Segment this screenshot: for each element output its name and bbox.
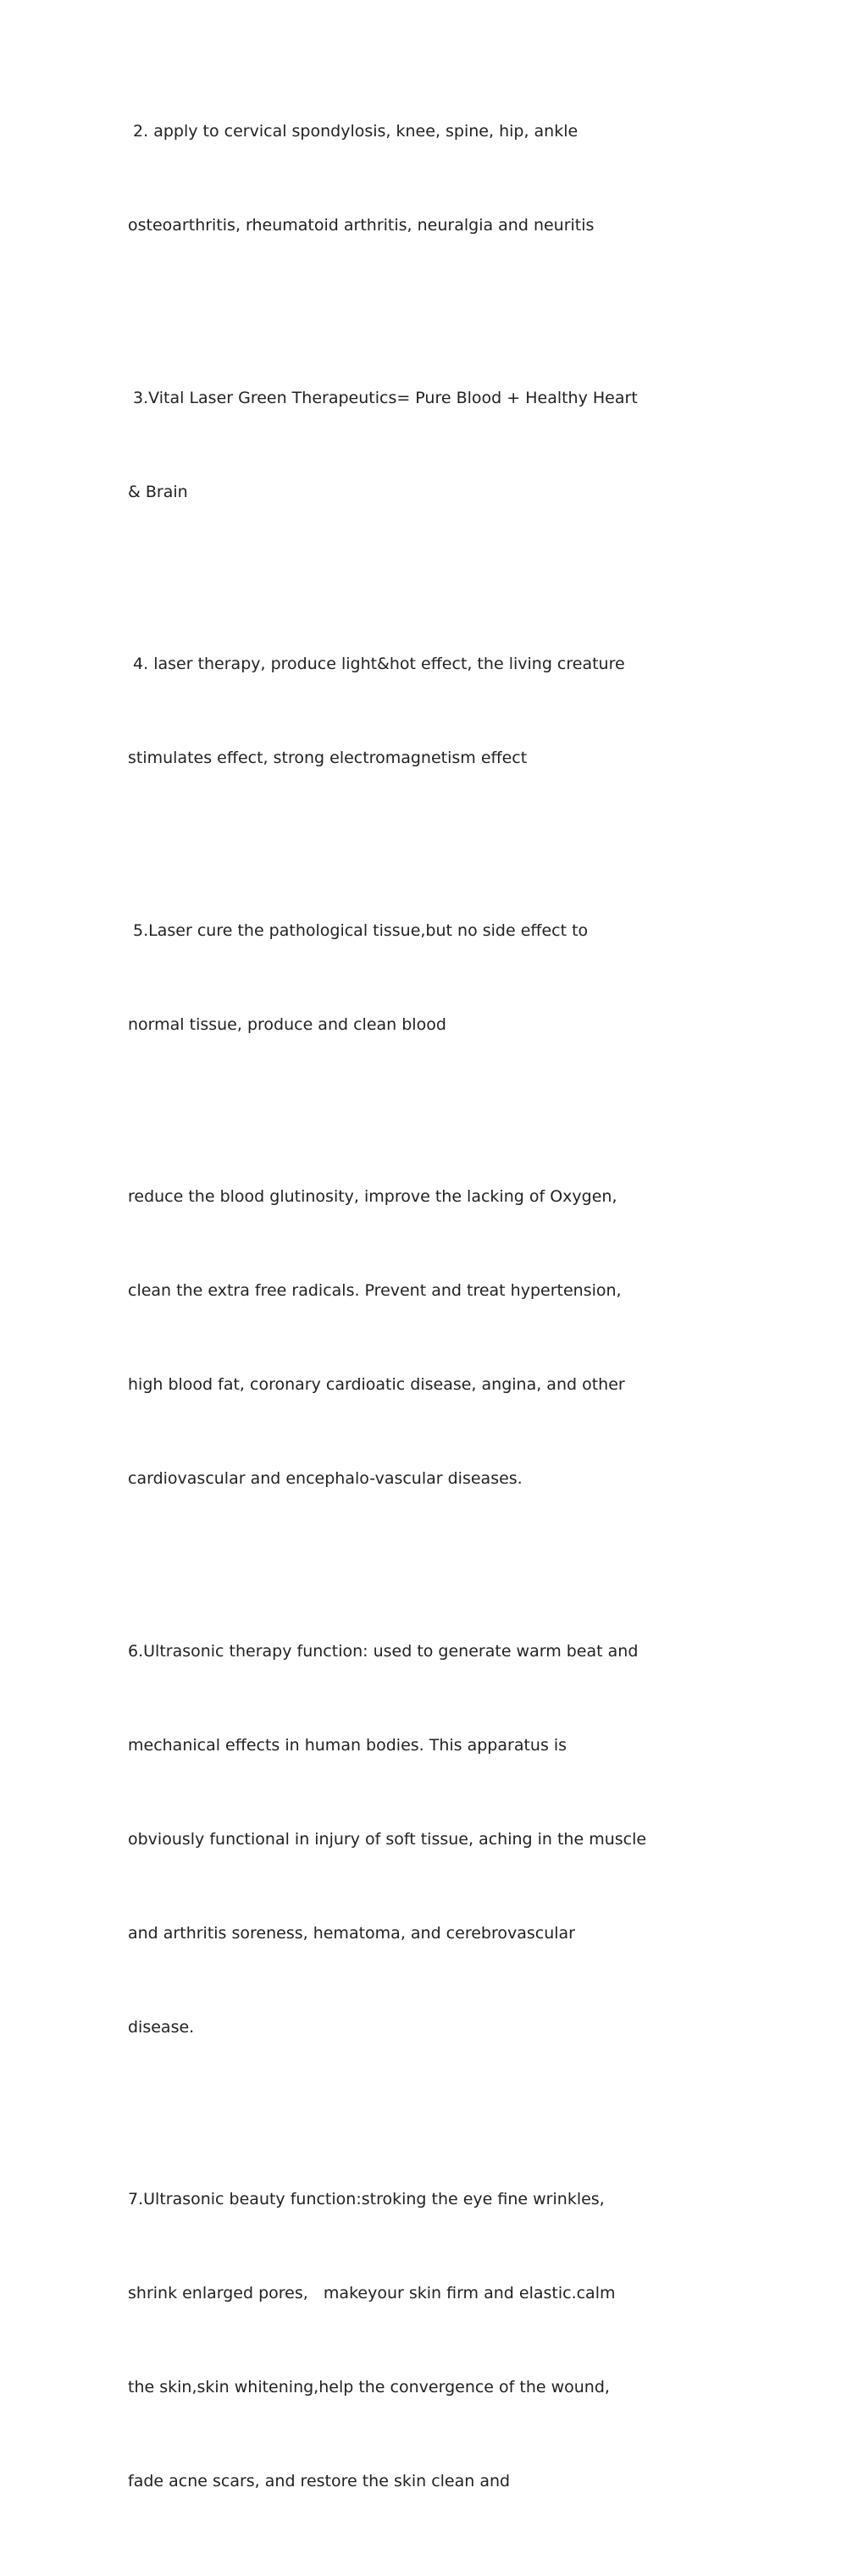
paragraph-line: osteoarthritis, rheumatoid arthritis, neuralgia and neuritis <box>128 216 595 235</box>
paragraph-3 <box>128 320 729 571</box>
paragraph-line: 7.Ultrasonic beauty function:stroking the eye fine wrinkles, <box>128 2190 605 2208</box>
paragraph-line: normal tissue, produce and clean blood <box>128 1014 446 1034</box>
paragraph-line: & Brain <box>128 482 188 501</box>
paragraph-line: and arthritis soreness, hematoma, and cerebrovascular <box>128 1923 575 1943</box>
paragraph-2 <box>128 53 729 304</box>
paragraph-4 <box>128 586 729 837</box>
paragraph-line: clean the extra free radicals. Prevent and treat hypertension, <box>128 1281 622 1300</box>
paragraph-line: mechanical effects in human bodies. This apparatus is <box>128 1735 567 1755</box>
document-body <box>128 53 729 2576</box>
paragraph-line: 6.Ultrasonic therapy function: used to generate warm beat and <box>128 1641 639 1661</box>
paragraph-line: 4. laser therapy, produce light&hot effect, the living creature <box>128 655 625 673</box>
paragraph-6 <box>128 1573 729 2106</box>
paragraph-line: cardiovascular and encephalo-vascular diseases. <box>128 1469 523 1488</box>
paragraph-line: stimulates effect, strong electromagnetism effect <box>128 749 528 767</box>
paragraph-5-continued <box>128 1119 729 1557</box>
paragraph-line: 2. apply to cervical spondylosis, knee, spine, hip, ankle <box>128 122 579 141</box>
paragraph-5 <box>128 853 729 1103</box>
paragraph-line: shrink enlarged pores, makeyour skin firm and elastic.calm <box>128 2284 616 2302</box>
paragraph-line: reduce the blood glutinosity, improve the lacking of Oxygen, <box>128 1187 617 1206</box>
paragraph-line: 5.Laser cure the pathological tissue,but no side effect to <box>128 920 589 940</box>
paragraph-line: high blood fat, coronary cardioatic disease, angina, and other <box>128 1375 625 1394</box>
paragraph-line: obviously functional in injury of soft tissue, aching in the muscle <box>128 1829 647 1849</box>
paragraph-line: the skin,skin whitening,help the convergence of the wound, <box>128 2378 610 2396</box>
paragraph-7 <box>128 2121 729 2560</box>
paragraph-line: disease. <box>128 2017 195 2037</box>
paragraph-line: fade acne scars, and restore the skin clean and <box>128 2472 511 2490</box>
paragraph-line: 3.Vital Laser Green Therapeutics= Pure Blood + Healthy Heart <box>128 388 638 407</box>
